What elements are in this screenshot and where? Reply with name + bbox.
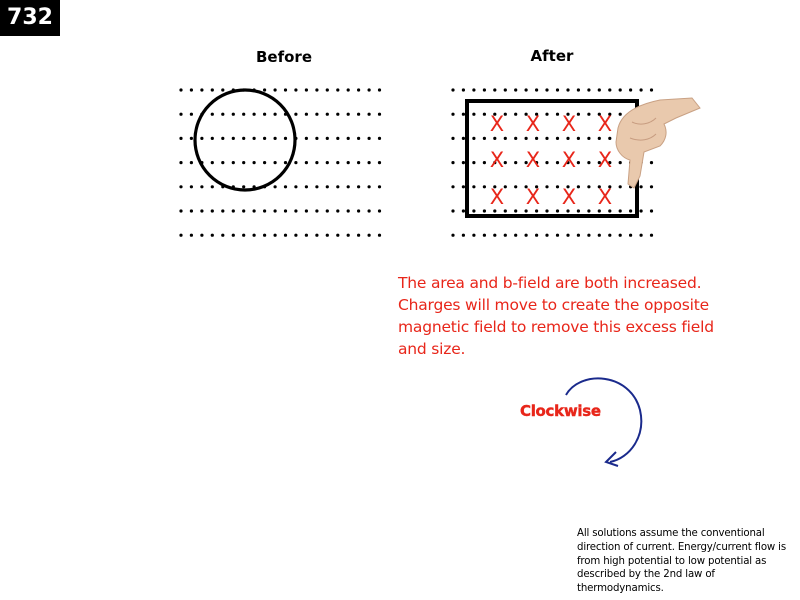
field-dot	[211, 209, 214, 212]
field-dot	[378, 234, 381, 237]
field-dot	[326, 185, 329, 188]
field-dot	[483, 234, 486, 237]
field-dot	[336, 209, 339, 212]
field-dot	[253, 137, 256, 140]
field-dot	[368, 209, 371, 212]
field-dot	[451, 137, 454, 140]
field-dot	[587, 234, 590, 237]
field-dot	[472, 113, 475, 116]
field-dot	[577, 137, 580, 140]
field-dot	[357, 185, 360, 188]
field-dot	[556, 88, 559, 91]
field-dot	[190, 161, 193, 164]
field-dot	[462, 209, 465, 212]
before-title: Before	[255, 48, 312, 66]
field-dot	[483, 185, 486, 188]
field-dot	[556, 209, 559, 212]
field-dot	[315, 161, 318, 164]
field-dot	[378, 137, 381, 140]
field-dot	[504, 234, 507, 237]
field-dot	[284, 209, 287, 212]
explanation-text: The area and b-field are both increased. Charges will move to create the opposite magnetic field to remove this excess field and size.	[398, 274, 714, 358]
after-title: After	[530, 47, 574, 65]
field-dot	[294, 234, 297, 237]
field-dot	[545, 234, 548, 237]
field-dot	[368, 88, 371, 91]
field-dot	[305, 161, 308, 164]
field-dot	[451, 113, 454, 116]
field-dot	[650, 161, 653, 164]
field-dot	[545, 88, 548, 91]
field-dot	[211, 161, 214, 164]
field-dot	[451, 234, 454, 237]
into-page-x-mark: X	[597, 185, 613, 209]
into-page-x-mark: X	[525, 185, 541, 209]
field-dot	[179, 88, 182, 91]
field-dot	[514, 113, 517, 116]
field-dot	[347, 161, 350, 164]
field-dot	[305, 137, 308, 140]
field-dot	[587, 209, 590, 212]
field-dot	[315, 234, 318, 237]
field-dot	[179, 113, 182, 116]
field-dot	[556, 137, 559, 140]
field-dot	[472, 185, 475, 188]
field-dot	[483, 137, 486, 140]
field-dot	[357, 88, 360, 91]
field-dot	[545, 161, 548, 164]
field-dot	[577, 88, 580, 91]
field-dot	[368, 161, 371, 164]
field-dot	[462, 185, 465, 188]
field-dot	[525, 234, 528, 237]
field-dot	[368, 185, 371, 188]
field-dot	[347, 185, 350, 188]
field-dot	[378, 209, 381, 212]
field-dot	[493, 137, 496, 140]
field-dot	[263, 88, 266, 91]
field-dot	[556, 161, 559, 164]
field-dot	[253, 113, 256, 116]
field-dot	[378, 88, 381, 91]
field-dot	[357, 234, 360, 237]
into-page-x-mark: X	[561, 112, 577, 136]
field-dot	[336, 137, 339, 140]
field-dot	[179, 209, 182, 212]
field-dot	[336, 234, 339, 237]
field-dot	[200, 209, 203, 212]
field-dot	[284, 137, 287, 140]
field-dot	[483, 88, 486, 91]
before-field-dots	[179, 88, 381, 236]
field-dot	[608, 234, 611, 237]
field-dot	[368, 113, 371, 116]
field-dot	[242, 161, 245, 164]
field-dot	[598, 234, 601, 237]
field-dot	[232, 161, 235, 164]
field-dot	[451, 185, 454, 188]
field-dot	[357, 161, 360, 164]
field-dot	[284, 161, 287, 164]
field-dot	[274, 234, 277, 237]
field-dot	[242, 209, 245, 212]
field-dot	[462, 161, 465, 164]
field-dot	[336, 185, 339, 188]
field-dot	[514, 88, 517, 91]
field-dot	[472, 161, 475, 164]
field-dot	[577, 113, 580, 116]
field-dot	[619, 185, 622, 188]
field-dot	[190, 137, 193, 140]
field-dot	[326, 113, 329, 116]
field-dot	[472, 88, 475, 91]
field-dot	[598, 209, 601, 212]
field-dot	[179, 185, 182, 188]
field-dot	[451, 209, 454, 212]
field-dot	[587, 161, 590, 164]
clockwise-arrow-icon	[566, 378, 641, 466]
field-dot	[253, 161, 256, 164]
field-dot	[483, 113, 486, 116]
field-dot	[253, 234, 256, 237]
field-dot	[190, 113, 193, 116]
field-dot	[535, 137, 538, 140]
field-dot	[504, 88, 507, 91]
field-dot	[347, 234, 350, 237]
field-dot	[179, 161, 182, 164]
field-dot	[504, 209, 507, 212]
field-dot	[545, 209, 548, 212]
field-dot	[368, 234, 371, 237]
field-dot	[347, 209, 350, 212]
field-dot	[200, 137, 203, 140]
field-dot	[263, 209, 266, 212]
field-dot	[221, 234, 224, 237]
field-dot	[274, 185, 277, 188]
field-dot	[619, 161, 622, 164]
into-page-x-mark: X	[597, 148, 613, 172]
field-dot	[587, 137, 590, 140]
slide-number-badge: 732	[0, 0, 60, 36]
field-dot	[577, 161, 580, 164]
field-dot	[566, 137, 569, 140]
into-page-x-mark: X	[525, 112, 541, 136]
field-dot	[462, 88, 465, 91]
field-dot	[200, 185, 203, 188]
field-dot	[619, 209, 622, 212]
field-dot	[221, 137, 224, 140]
field-dot	[640, 209, 643, 212]
field-dot	[535, 209, 538, 212]
field-dot	[232, 113, 235, 116]
field-dot	[608, 209, 611, 212]
field-dot	[514, 185, 517, 188]
field-dot	[294, 185, 297, 188]
into-page-x-mark: X	[489, 112, 505, 136]
field-dot	[650, 209, 653, 212]
field-dot	[326, 137, 329, 140]
field-dot	[556, 185, 559, 188]
field-dot	[378, 185, 381, 188]
field-dot	[263, 113, 266, 116]
field-dot	[545, 137, 548, 140]
field-dot	[336, 113, 339, 116]
field-dot	[190, 209, 193, 212]
field-dot	[179, 137, 182, 140]
field-dot	[274, 113, 277, 116]
field-dot	[640, 234, 643, 237]
field-dot	[598, 88, 601, 91]
field-dot	[294, 209, 297, 212]
field-dot	[284, 234, 287, 237]
field-dot	[514, 234, 517, 237]
field-dot	[640, 88, 643, 91]
into-page-x-mark: X	[489, 148, 505, 172]
field-dot	[347, 88, 350, 91]
field-dot	[315, 137, 318, 140]
field-dot	[368, 137, 371, 140]
field-dot	[211, 88, 214, 91]
field-dot	[556, 113, 559, 116]
field-dot	[577, 209, 580, 212]
field-dot	[493, 209, 496, 212]
field-dot	[451, 88, 454, 91]
field-dot	[200, 234, 203, 237]
field-dot	[577, 234, 580, 237]
field-dot	[608, 137, 611, 140]
field-dot	[294, 161, 297, 164]
field-dot	[629, 209, 632, 212]
field-dot	[305, 234, 308, 237]
field-dot	[242, 137, 245, 140]
field-dot	[305, 209, 308, 212]
field-dot	[326, 234, 329, 237]
field-dot	[211, 113, 214, 116]
field-dot	[514, 161, 517, 164]
field-dot	[566, 88, 569, 91]
field-dot	[190, 234, 193, 237]
field-dot	[629, 88, 632, 91]
field-dot	[294, 88, 297, 91]
field-dot	[378, 161, 381, 164]
field-dot	[242, 185, 245, 188]
field-dot	[357, 209, 360, 212]
field-dot	[211, 185, 214, 188]
field-dot	[190, 88, 193, 91]
field-dot	[619, 113, 622, 116]
field-dot	[619, 234, 622, 237]
field-dot	[650, 185, 653, 188]
field-dot	[472, 234, 475, 237]
field-dot	[232, 209, 235, 212]
field-dot	[598, 137, 601, 140]
field-dot	[274, 88, 277, 91]
field-dot	[525, 137, 528, 140]
field-dot	[577, 185, 580, 188]
field-dot	[326, 209, 329, 212]
field-dot	[305, 185, 308, 188]
field-dot	[263, 161, 266, 164]
into-page-x-mark: X	[525, 148, 541, 172]
field-dot	[274, 209, 277, 212]
field-dot	[211, 137, 214, 140]
field-dot	[472, 209, 475, 212]
into-page-x-mark: X	[489, 185, 505, 209]
field-dot	[493, 234, 496, 237]
field-dot	[650, 234, 653, 237]
field-dot	[326, 161, 329, 164]
field-dot	[263, 234, 266, 237]
field-dot	[221, 209, 224, 212]
field-dot	[545, 113, 548, 116]
field-dot	[336, 161, 339, 164]
field-dot	[315, 209, 318, 212]
into-page-x-mark: X	[561, 185, 577, 209]
field-dot	[619, 88, 622, 91]
field-dot	[284, 88, 287, 91]
field-dot	[451, 161, 454, 164]
field-dot	[587, 88, 590, 91]
field-dot	[221, 113, 224, 116]
field-dot	[650, 88, 653, 91]
field-dot	[483, 161, 486, 164]
field-dot	[483, 209, 486, 212]
field-dot	[566, 234, 569, 237]
field-dot	[472, 137, 475, 140]
field-dot	[493, 88, 496, 91]
current-direction-label: Clockwise	[520, 402, 601, 420]
field-dot	[305, 88, 308, 91]
field-dot	[629, 234, 632, 237]
field-dot	[587, 185, 590, 188]
field-dot	[200, 88, 203, 91]
field-dot	[535, 234, 538, 237]
field-dot	[535, 88, 538, 91]
field-dot	[242, 113, 245, 116]
field-dot	[326, 88, 329, 91]
field-dot	[357, 113, 360, 116]
field-dot	[545, 185, 548, 188]
field-dot	[305, 113, 308, 116]
field-dot	[462, 234, 465, 237]
field-dot	[274, 137, 277, 140]
field-dot	[284, 185, 287, 188]
field-dot	[211, 234, 214, 237]
field-dot	[294, 113, 297, 116]
field-dot	[514, 209, 517, 212]
field-dot	[504, 137, 507, 140]
field-dot	[378, 113, 381, 116]
field-dot	[242, 234, 245, 237]
field-dot	[525, 88, 528, 91]
field-dot	[221, 161, 224, 164]
field-dot	[336, 88, 339, 91]
field-dot	[315, 88, 318, 91]
field-dot	[179, 234, 182, 237]
after-into-page-field-marks	[490, 112, 612, 209]
field-dot	[640, 185, 643, 188]
into-page-x-mark: X	[561, 148, 577, 172]
field-dot	[357, 137, 360, 140]
field-dot	[315, 113, 318, 116]
field-dot	[347, 113, 350, 116]
field-dot	[315, 185, 318, 188]
field-dot	[608, 88, 611, 91]
field-dot	[566, 209, 569, 212]
field-dot	[462, 137, 465, 140]
before-circular-loop	[195, 90, 295, 190]
field-dot	[514, 137, 517, 140]
field-dot	[556, 234, 559, 237]
field-dot	[253, 209, 256, 212]
footnote-text: All solutions assume the conventional direction of current. Energy/current flow is from high potential to low potential as described by the 2nd law of thermodynamics.	[577, 528, 787, 595]
field-dot	[232, 137, 235, 140]
field-dot	[232, 234, 235, 237]
hand-stretching-icon	[616, 98, 700, 188]
field-dot	[263, 137, 266, 140]
field-dot	[274, 161, 277, 164]
field-dot	[221, 88, 224, 91]
field-dot	[190, 185, 193, 188]
field-dot	[347, 137, 350, 140]
field-dot	[587, 113, 590, 116]
into-page-x-mark: X	[597, 112, 613, 136]
field-dot	[462, 113, 465, 116]
field-dot	[525, 209, 528, 212]
